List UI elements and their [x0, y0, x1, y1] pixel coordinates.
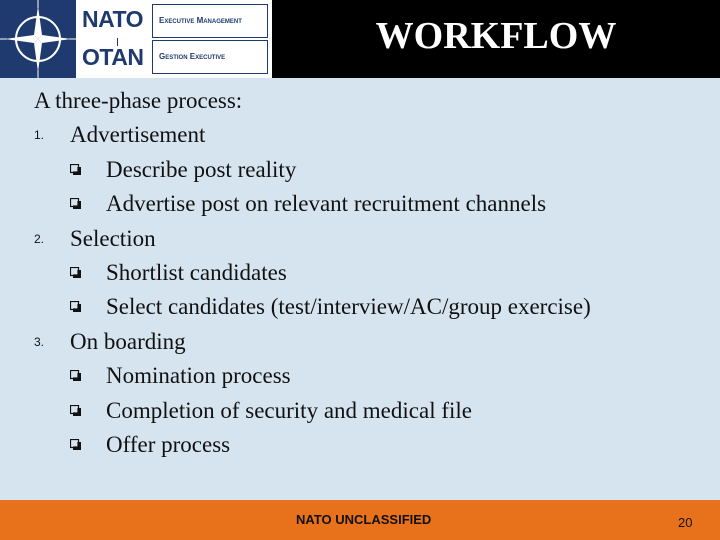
page-number: 20 — [678, 515, 693, 530]
checkbox-square-icon — [70, 405, 81, 416]
bullet-item — [34, 187, 694, 221]
bullet-item — [34, 394, 694, 428]
nato-wordmark: NATO — [82, 6, 144, 32]
otan-wordmark: OTAN — [82, 44, 144, 70]
bullet-text: Advertise post on relevant recruitment channels — [106, 191, 547, 217]
checkbox-square-icon — [70, 370, 81, 381]
checkbox-square-icon — [70, 164, 81, 175]
intro-text: A three-phase process: — [34, 88, 243, 113]
phase-label: Advertisement — [70, 122, 206, 148]
footer-bar — [0, 500, 720, 540]
phase-label: On boarding — [70, 328, 186, 354]
phase-label: Selection — [70, 225, 156, 251]
slide-body — [34, 84, 694, 462]
checkbox-square-icon — [70, 267, 81, 278]
bullet-item — [34, 428, 694, 462]
checkbox-square-icon — [70, 301, 81, 312]
bullet-item — [34, 256, 694, 290]
bullet-item — [34, 153, 694, 187]
phase-item — [34, 325, 694, 359]
phase-number: 1. — [34, 128, 45, 143]
phase-item — [34, 222, 694, 256]
bullet-text: Select candidates (test/interview/AC/group exercise) — [106, 294, 591, 320]
checkbox-square-icon — [70, 439, 81, 450]
division-text-en: Executive Management — [159, 16, 242, 25]
checkbox-square-icon — [70, 198, 81, 209]
nato-logo — [0, 0, 272, 78]
bullet-item — [34, 359, 694, 393]
bullet-text: Nomination process — [106, 363, 291, 389]
page-title: WORKFLOW — [375, 15, 617, 57]
classification-label: NATO UNCLASSIFIED — [296, 512, 432, 527]
division-label-fr — [152, 40, 268, 74]
header-bar — [0, 0, 720, 78]
phase-number: 2. — [34, 231, 45, 246]
bullet-text: Describe post reality — [106, 156, 297, 182]
nato-compass-star-icon — [0, 0, 76, 78]
phase-number: 3. — [34, 334, 45, 349]
bullet-item — [34, 290, 694, 324]
phase-item — [34, 118, 694, 152]
division-text-fr: Gestion Executive — [159, 52, 226, 61]
bullet-text: Shortlist candidates — [106, 260, 287, 286]
bullet-text: Completion of security and medical file — [106, 397, 472, 423]
bullet-text: Offer process — [106, 432, 231, 458]
division-label-en — [152, 4, 268, 38]
